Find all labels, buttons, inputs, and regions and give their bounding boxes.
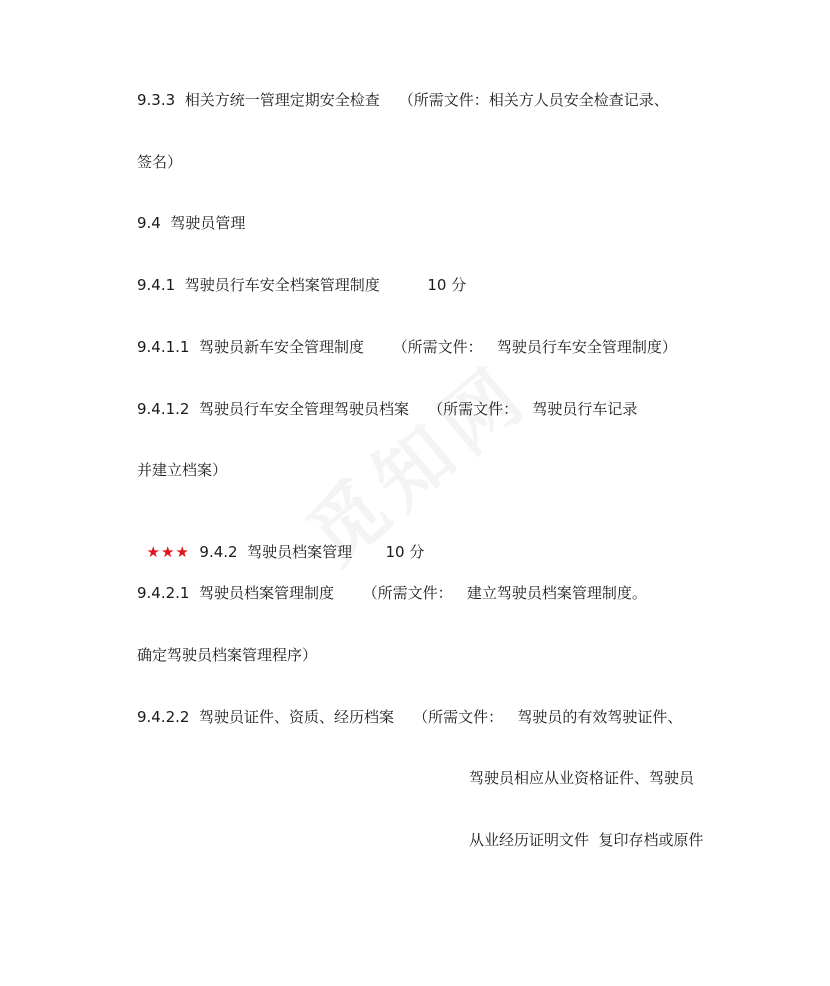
text-line-9-4-2-label: 9.4.2 驾驶员档案管理 10 分 xyxy=(189,543,425,561)
text-line-9-3-3: 9.3.3 相关方统一管理定期安全检查 （所需文件：相关方人员安全检查记录、 xyxy=(137,91,669,109)
text-line-9-4-1: 9.4.1 驾驶员行车安全档案管理制度 10 分 xyxy=(137,276,467,294)
star-rating-icon: ★★★ xyxy=(146,543,190,561)
text-line-9-4-2-2-cont1: 驾驶员相应从业资格证件、驾驶员 xyxy=(469,769,695,787)
heading-9-4: 9.4 驾驶员管理 xyxy=(137,214,246,232)
text-line-9-4-1-2: 9.4.1.2 驾驶员行车安全管理驾驶员档案 （所需文件： 驾驶员行车记录 xyxy=(137,400,638,418)
text-line-9-4-2-2: 9.4.2.2 驾驶员证件、资质、经历档案 （所需文件： 驾驶员的有效驾驶证件、 xyxy=(137,708,683,726)
text-line-9-4-2-1-cont: 确定驾驶员档案管理程序） xyxy=(137,646,318,664)
text-line-9-4-2-1: 9.4.2.1 驾驶员档案管理制度 （所需文件： 建立驾驶员档案管理制度。 xyxy=(137,584,647,602)
text-line-9-4-2 xyxy=(137,522,424,562)
text-line-9-4-1-2-cont: 并建立档案） xyxy=(137,461,228,479)
text-line-9-4-1-1: 9.4.1.1 驾驶员新车安全管理制度 （所需文件： 驾驶员行车安全管理制度） xyxy=(137,338,677,356)
text-line-9-4-2-2-cont2: 从业经历证明文件 复印存档或原件 xyxy=(469,831,704,849)
text-line-9-3-3-cont: 签名） xyxy=(137,153,183,171)
